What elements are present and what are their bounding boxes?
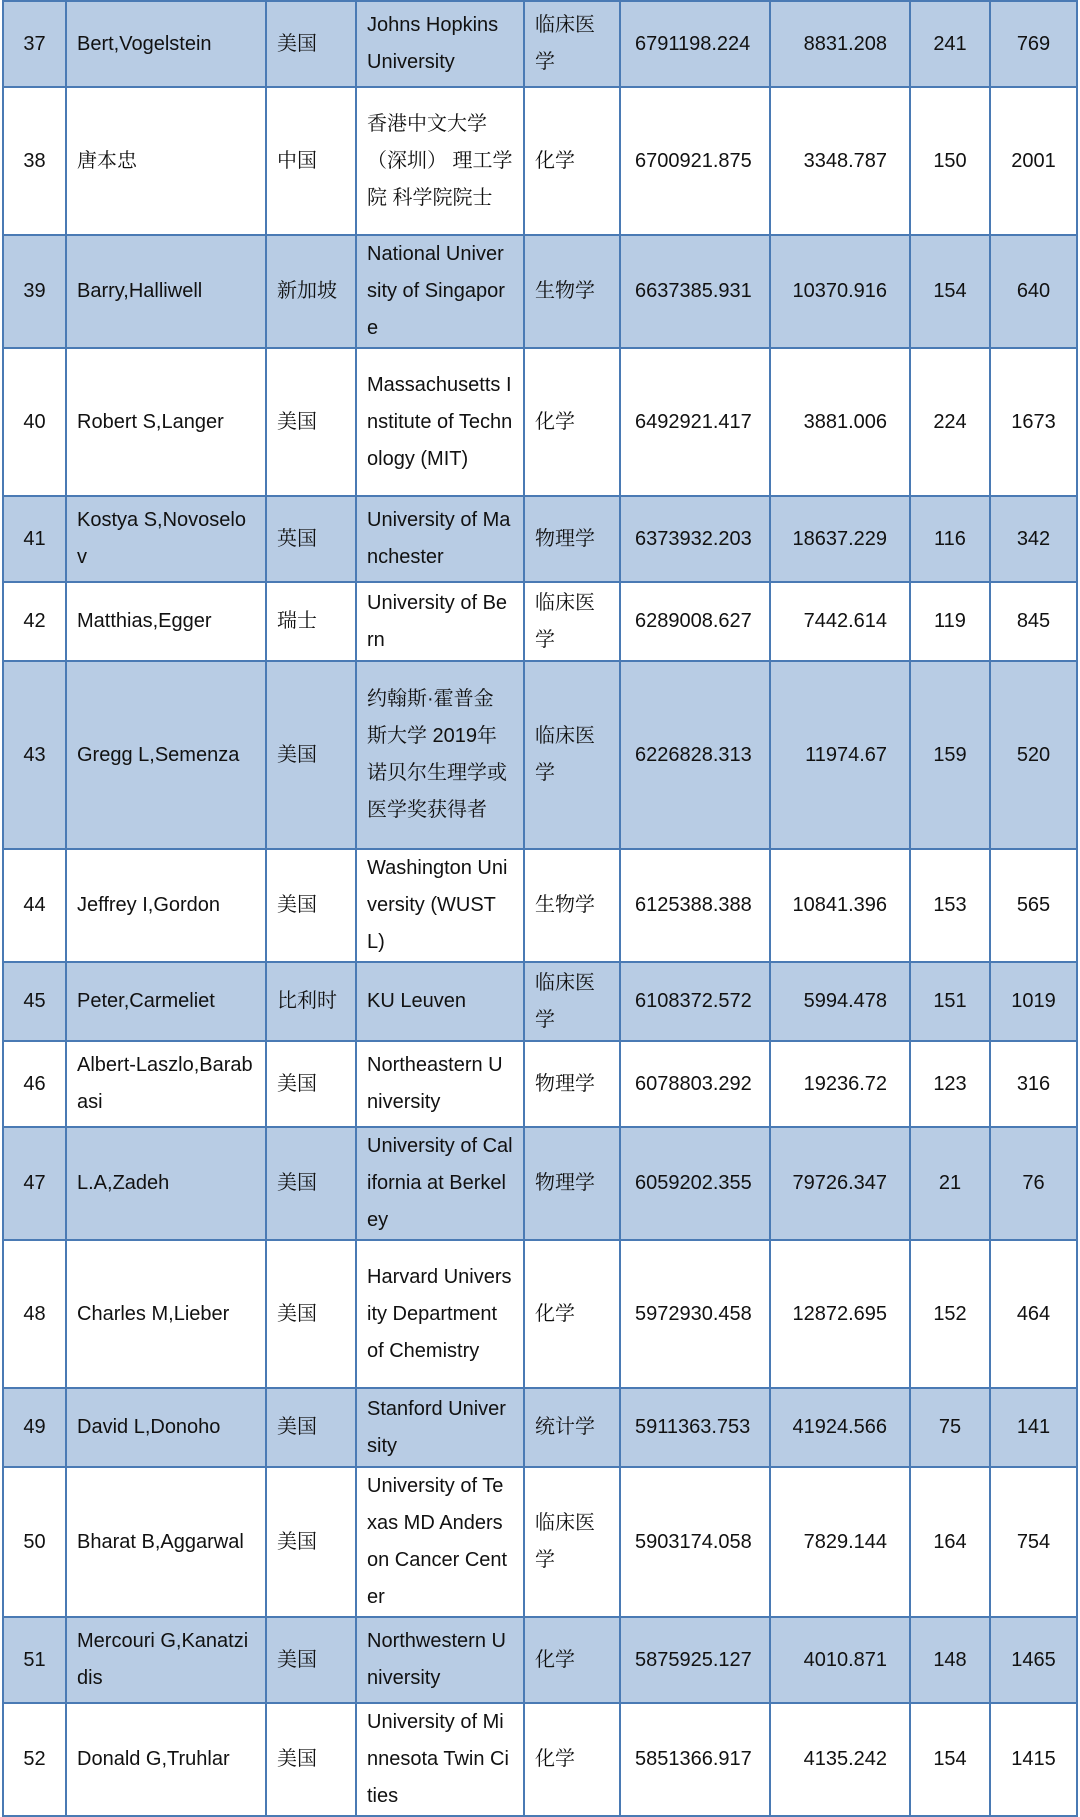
rank-cell: 41 [3,496,66,582]
mean-score-cell: 19236.72 [770,1041,910,1127]
field-cell: 生物学 [524,235,620,348]
paper-count-cell: 316 [990,1041,1077,1127]
researcher-name-cell: Robert S,Langer [66,348,266,496]
mean-score-cell: 5994.478 [770,962,910,1041]
table-row [3,87,1077,235]
h-value-cell: 148 [910,1617,990,1703]
paper-count-cell: 1415 [990,1703,1077,1816]
researcher-name-cell: Kostya S,Novoselov [66,496,266,582]
h-value-cell: 164 [910,1467,990,1617]
citation-score-cell: 6078803.292 [620,1041,770,1127]
institution-cell: National University of Singapore [356,235,524,348]
citation-score-cell: 6125388.388 [620,849,770,962]
field-cell: 化学 [524,348,620,496]
h-value-cell: 159 [910,661,990,849]
mean-score-cell: 4135.242 [770,1703,910,1816]
country-cell: 美国 [266,1127,356,1240]
citation-score-cell: 5903174.058 [620,1467,770,1617]
h-value-cell: 150 [910,87,990,235]
institution-cell: Northeastern University [356,1041,524,1127]
field-cell: 物理学 [524,496,620,582]
paper-count-cell: 76 [990,1127,1077,1240]
country-cell: 美国 [266,849,356,962]
institution-cell: KU Leuven [356,962,524,1041]
table-row [3,235,1077,348]
h-value-cell: 152 [910,1240,990,1388]
institution-cell: Massachusetts Institute of Technology (MIT) [356,348,524,496]
researcher-ranking-table [2,0,1078,1817]
rank-cell: 51 [3,1617,66,1703]
mean-score-cell: 10841.396 [770,849,910,962]
institution-cell: University of Bern [356,582,524,661]
h-value-cell: 153 [910,849,990,962]
rank-cell: 50 [3,1467,66,1617]
rank-cell: 48 [3,1240,66,1388]
field-cell: 临床医学 [524,582,620,661]
field-cell: 统计学 [524,1388,620,1467]
citation-score-cell: 5972930.458 [620,1240,770,1388]
rank-cell: 37 [3,1,66,87]
institution-cell: University of California at Berkeley [356,1127,524,1240]
h-value-cell: 224 [910,348,990,496]
mean-score-cell: 3348.787 [770,87,910,235]
mean-score-cell: 7829.144 [770,1467,910,1617]
mean-score-cell: 4010.871 [770,1617,910,1703]
country-cell: 美国 [266,1,356,87]
country-cell: 新加坡 [266,235,356,348]
paper-count-cell: 2001 [990,87,1077,235]
rank-cell: 43 [3,661,66,849]
table-row [3,1467,1077,1617]
mean-score-cell: 7442.614 [770,582,910,661]
table-row [3,1041,1077,1127]
mean-score-cell: 3881.006 [770,348,910,496]
h-value-cell: 151 [910,962,990,1041]
citation-score-cell: 6700921.875 [620,87,770,235]
researcher-name-cell: Donald G,Truhlar [66,1703,266,1816]
mean-score-cell: 11974.67 [770,661,910,849]
citation-score-cell: 6108372.572 [620,962,770,1041]
paper-count-cell: 141 [990,1388,1077,1467]
country-cell: 美国 [266,661,356,849]
rank-cell: 44 [3,849,66,962]
paper-count-cell: 565 [990,849,1077,962]
field-cell: 临床医学 [524,661,620,849]
institution-cell: Washington University (WUSTL) [356,849,524,962]
table-row [3,348,1077,496]
table-row [3,1617,1077,1703]
country-cell: 美国 [266,1041,356,1127]
institution-cell: University of Texas MD Anderson Cancer Center [356,1467,524,1617]
h-value-cell: 75 [910,1388,990,1467]
paper-count-cell: 845 [990,582,1077,661]
citation-score-cell: 6637385.931 [620,235,770,348]
paper-count-cell: 342 [990,496,1077,582]
country-cell: 比利时 [266,962,356,1041]
h-value-cell: 21 [910,1127,990,1240]
citation-score-cell: 6226828.313 [620,661,770,849]
citation-score-cell: 6791198.224 [620,1,770,87]
country-cell: 瑞士 [266,582,356,661]
country-cell: 美国 [266,1617,356,1703]
researcher-name-cell: Albert-Laszlo,Barabasi [66,1041,266,1127]
citation-score-cell: 6289008.627 [620,582,770,661]
mean-score-cell: 12872.695 [770,1240,910,1388]
country-cell: 美国 [266,1388,356,1467]
paper-count-cell: 1673 [990,348,1077,496]
field-cell: 临床医学 [524,962,620,1041]
citation-score-cell: 6492921.417 [620,348,770,496]
field-cell: 临床医学 [524,1,620,87]
field-cell: 临床医学 [524,1467,620,1617]
table-row [3,1240,1077,1388]
researcher-name-cell: Gregg L,Semenza [66,661,266,849]
field-cell: 物理学 [524,1041,620,1127]
field-cell: 化学 [524,87,620,235]
institution-cell: Stanford University [356,1388,524,1467]
field-cell: 物理学 [524,1127,620,1240]
paper-count-cell: 520 [990,661,1077,849]
country-cell: 美国 [266,1467,356,1617]
table-row [3,1127,1077,1240]
researcher-name-cell: Barry,Halliwell [66,235,266,348]
paper-count-cell: 769 [990,1,1077,87]
researcher-name-cell: Charles M,Lieber [66,1240,266,1388]
country-cell: 美国 [266,348,356,496]
country-cell: 美国 [266,1703,356,1816]
h-value-cell: 154 [910,1703,990,1816]
citation-score-cell: 5851366.917 [620,1703,770,1816]
table-row [3,1,1077,87]
researcher-name-cell: Bharat B,Aggarwal [66,1467,266,1617]
h-value-cell: 116 [910,496,990,582]
field-cell: 化学 [524,1703,620,1816]
researcher-name-cell: 唐本忠 [66,87,266,235]
citation-score-cell: 5875925.127 [620,1617,770,1703]
table-row [3,496,1077,582]
country-cell: 美国 [266,1240,356,1388]
paper-count-cell: 1465 [990,1617,1077,1703]
h-value-cell: 119 [910,582,990,661]
field-cell: 生物学 [524,849,620,962]
citation-score-cell: 6373932.203 [620,496,770,582]
h-value-cell: 154 [910,235,990,348]
table-row [3,661,1077,849]
researcher-name-cell: Matthias,Egger [66,582,266,661]
rank-cell: 40 [3,348,66,496]
institution-cell: University of Manchester [356,496,524,582]
table-row [3,962,1077,1041]
mean-score-cell: 10370.916 [770,235,910,348]
rank-cell: 49 [3,1388,66,1467]
rank-cell: 45 [3,962,66,1041]
field-cell: 化学 [524,1240,620,1388]
researcher-name-cell: David L,Donoho [66,1388,266,1467]
h-value-cell: 123 [910,1041,990,1127]
rank-cell: 47 [3,1127,66,1240]
rank-cell: 52 [3,1703,66,1816]
country-cell: 中国 [266,87,356,235]
citation-score-cell: 6059202.355 [620,1127,770,1240]
paper-count-cell: 640 [990,235,1077,348]
table-row [3,849,1077,962]
researcher-name-cell: Peter,Carmeliet [66,962,266,1041]
institution-cell: Harvard University Department of Chemistry [356,1240,524,1388]
mean-score-cell: 79726.347 [770,1127,910,1240]
institution-cell: Johns Hopkins University [356,1,524,87]
rank-cell: 46 [3,1041,66,1127]
paper-count-cell: 754 [990,1467,1077,1617]
h-value-cell: 241 [910,1,990,87]
institution-cell: 香港中文大学（深圳） 理工学院 科学院院士 [356,87,524,235]
researcher-name-cell: Mercouri G,Kanatzidis [66,1617,266,1703]
researcher-name-cell: Bert,Vogelstein [66,1,266,87]
table-row [3,582,1077,661]
rank-cell: 42 [3,582,66,661]
researcher-name-cell: L.A,Zadeh [66,1127,266,1240]
citation-score-cell: 5911363.753 [620,1388,770,1467]
rank-cell: 39 [3,235,66,348]
mean-score-cell: 41924.566 [770,1388,910,1467]
mean-score-cell: 18637.229 [770,496,910,582]
country-cell: 英国 [266,496,356,582]
paper-count-cell: 1019 [990,962,1077,1041]
institution-cell: 约翰斯·霍普金斯大学 2019年诺贝尔生理学或医学奖获得者 [356,661,524,849]
researcher-name-cell: Jeffrey I,Gordon [66,849,266,962]
table-body [3,1,1077,1816]
institution-cell: Northwestern University [356,1617,524,1703]
institution-cell: University of Minnesota Twin Cities [356,1703,524,1816]
paper-count-cell: 464 [990,1240,1077,1388]
table-row [3,1388,1077,1467]
table-row [3,1703,1077,1816]
mean-score-cell: 8831.208 [770,1,910,87]
rank-cell: 38 [3,87,66,235]
field-cell: 化学 [524,1617,620,1703]
